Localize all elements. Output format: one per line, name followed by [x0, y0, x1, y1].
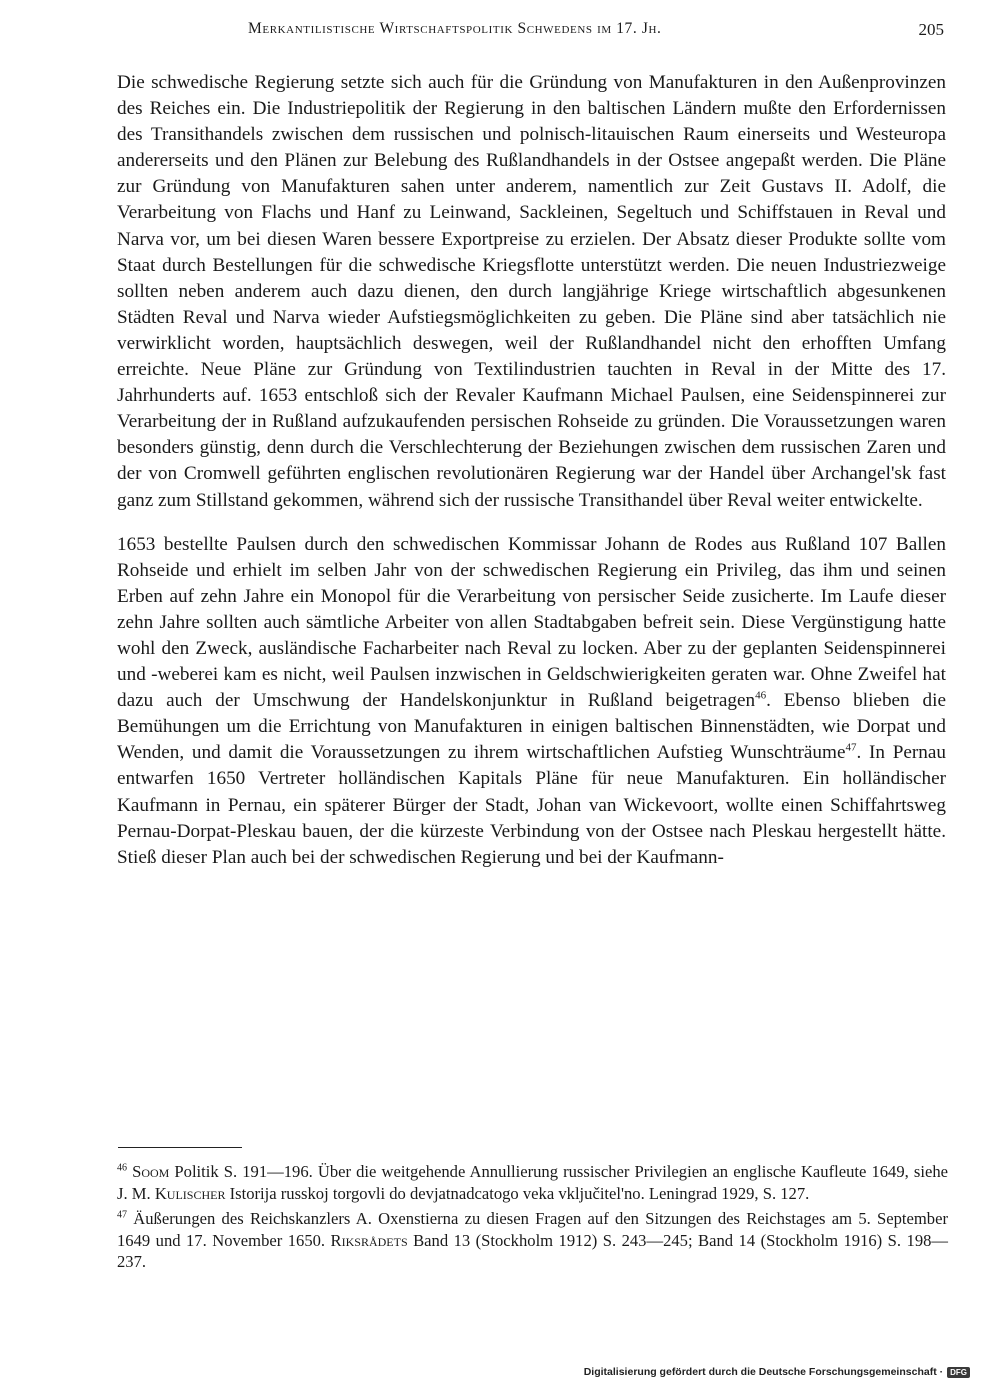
footnote-ref-46: 46 [755, 689, 767, 702]
running-head [118, 20, 944, 44]
paragraph-2 [117, 532, 946, 871]
footnotes [117, 1161, 948, 1277]
running-title: Merkantilistische Wirtschaftspolitik Schwedens im 17. Jh. [248, 20, 662, 37]
footnote-ref-47: 47 [845, 741, 857, 754]
footnote-author: Soom [132, 1162, 170, 1181]
paragraph-2-part-a: 1653 bestellte Paulsen durch den schwedischen Kommissar Johann de Rodes aus Rußland 107 Ballen Rohseide und erhielt im selben Jahr von der schwedischen Regierung ein Privileg, das ihm und seinen Erben auf zehn Jahre ein Monopol für die Verarbeitung von persischer Seide zusicherte. Im Laufe dieser zehn Jahre sollten auch sämtliche Arbeiter von allen Stadtabgaben befreit sein. Diese Vergünstigung hatte wohl den Zweck, ausländische Facharbeiter nach Reval zu locken. Aber zu der geplanten Seidenspinnerei und -weberei kam es nicht, weil Paulsen inzwischen in Geldschwierigkeiten geraten war. Ohne Zweifel hat dazu auch der Umschwung der Handelskonjunktur in Rußland beigetragen [117, 533, 946, 712]
body-text [117, 70, 946, 871]
dfg-logo: DFG [947, 1367, 970, 1378]
footnote-source: Riksrådets [330, 1230, 408, 1250]
footnote-rule [118, 1147, 242, 1148]
footnote-number: 46 [117, 1162, 127, 1174]
footnote-text: Politik S. 191—196. Über die weitgehende Annullierung russischer Privilegien an englische Kaufleute 1649, siehe J. M. [117, 1162, 948, 1203]
digitization-notice [584, 1366, 970, 1378]
footnote-text: Band 13 (Stockholm 1912) S. 243—245; Band 14 (Stockholm 1916) S. 198—237. [117, 1230, 949, 1271]
footnote-text: Istorija russkoj torgovli do devjatnadcatogo veka vključitel'no. Leningrad 1929, S. 127. [225, 1183, 810, 1203]
paragraph-1: Die schwedische Regierung setzte sich auch für die Gründung von Manufakturen in den Außenprovinzen des Reiches ein. Die Industriepolitik der Regierung in den baltischen Ländern mußte den Erfordernissen des Transithandels zwischen dem russischen und polnisch-litauischen Raum einerseits und Westeuropa andererseits und den Plänen zur Belebung des Rußlandhandels in der Ostsee angepaßt werden. Die Pläne zur Gründung von Manufakturen sahen unter anderem, namentlich zur Zeit Gustavs II. Adolf, die Verarbeitung von Flachs und Hanf zu Leinwand, Sackleinen, Segeltuch und Schiffstauen in Reval und Narva vor, um bei diesen Waren bessere Exportpreise zu erzielen. Der Absatz dieser Produkte sollte vom Staat durch Bestellungen für die schwedische Kriegsflotte unterstützt werden. Die neuen Industriezweige sollten neben anderem auch dazu dienen, den durch langjährige Kriege wirtschaftlich abgesunkenen Städten Reval und Narva wieder Aufstiegsmöglichkeiten zu geben. Die Pläne sind aber tatsächlich nie verwirklicht worden, hauptsächlich deswegen, weil der Rußlandhandel nicht den erhofften Umfang erreichte. Neue Pläne zur Gründung von Textilindustrien tauchten in Reval in der Mitte des 17. Jahrhunderts auf. 1653 entschloß sich der Revaler Kaufmann Michael Paulsen, eine Seidenspinnerei zur Verarbeitung der in Rußland aufzukaufenden persischen Rohseide zu gründen. Die Voraussetzungen waren besonders günstig, denn durch die Verschlechterung der Beziehungen zwischen dem russischen Zaren und der von Cromwell geführten englischen revolutionären Regierung war der Handel über Archangel'sk fast ganz zum Stillstand gekommen, während sich der russische Transithandel über Reval weiter entwickelte. [117, 72, 946, 511]
digitization-notice-text: Digitalisierung gefördert durch die Deutsche Forschungsgemeinschaft · [583, 1366, 944, 1378]
paragraph-2-part-c: . In Pernau entwarfen 1650 Vertreter holländischen Kapitals Pläne für neue Manufakturen. Ein holländischer Kaufmann in Pernau, ein späterer Bürger der Stadt, Johan van Wickevoort, wollte einen Schiffahrtsweg Pernau-Dorpat-Pleskau bauen, der die kürzeste Verbindung von der Ostsee nach Pleskau hergestellt hätte. Stieß dieser Plan auch bei der schwedischen Regierung und bei der Kaufmann- [117, 742, 946, 868]
footnote-number: 47 [117, 1209, 127, 1221]
page-number: 205 [918, 20, 944, 39]
paragraph-2-part-b: . Ebenso blieben die Bemühungen um die Errichtung von Manufakturen in einigen baltischen Binnenstädten, wie Dorpat und Wenden, und damit die Voraussetzungen zu ihrem wirtschaftlichen Aufstieg Wunschträume [117, 690, 946, 764]
footnote-46 [117, 1161, 948, 1204]
footnote-47 [117, 1208, 948, 1273]
footnote-author: Kulischer [154, 1183, 226, 1203]
footnote-text: Äußerungen des Reichskanzlers A. Oxenstierna zu diesen Fragen auf den Sitzungen des Reichstages am 5. September 1649 und 17. November 1650. [117, 1209, 948, 1250]
